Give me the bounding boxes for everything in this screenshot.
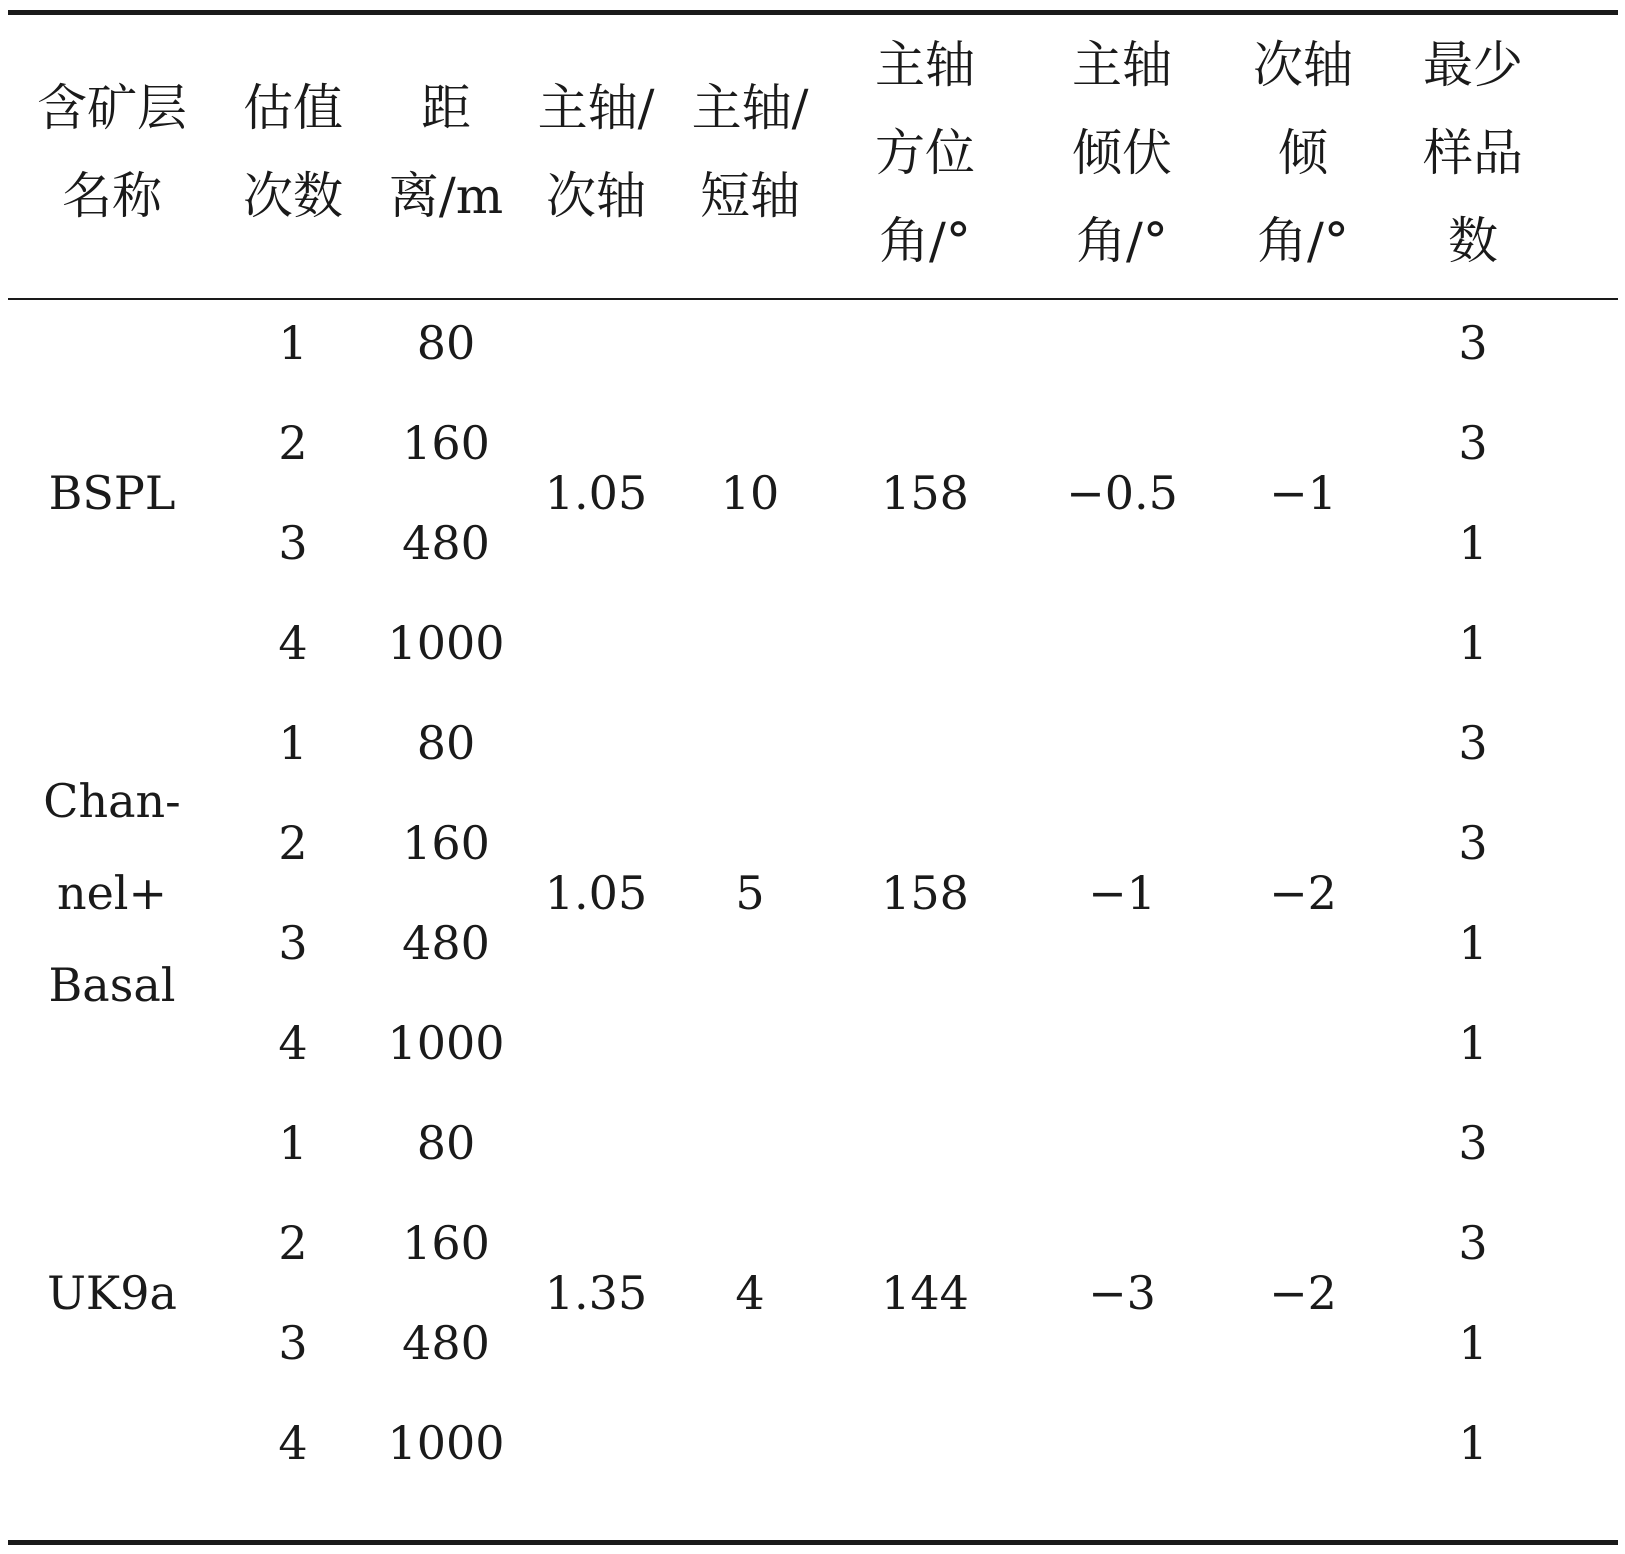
estimate-count: 4 [278, 1016, 308, 1070]
min-samples: 1 [1458, 1316, 1488, 1370]
layer-name: Chan- nel+ Basal [43, 774, 181, 1012]
estimate-count: 4 [278, 616, 308, 670]
distance: 80 [416, 1116, 476, 1170]
estimate-count: 4 [278, 1416, 308, 1470]
major-short-ratio: 10 [720, 466, 780, 520]
distance: 1000 [387, 1016, 505, 1070]
estimate-count: 3 [278, 1316, 308, 1370]
distance: 480 [402, 1316, 490, 1370]
table-header-rule [8, 298, 1618, 300]
major-azimuth: 158 [881, 866, 969, 920]
layer-name: BSPL [48, 466, 176, 520]
distance: 480 [402, 516, 490, 570]
min-samples: 1 [1458, 516, 1488, 570]
distance: 1000 [387, 616, 505, 670]
estimate-count: 1 [278, 316, 308, 370]
header-layer-name: 含矿层 名称 [37, 79, 187, 225]
header-major-plunge: 主轴 倾伏 角/° [1072, 36, 1172, 270]
distance: 1000 [387, 1416, 505, 1470]
header-major-minor: 主轴/ 次轴 [537, 79, 655, 225]
min-samples: 1 [1458, 1416, 1488, 1470]
layer-name: UK9a [47, 1266, 177, 1320]
min-samples: 3 [1458, 1216, 1488, 1270]
estimate-count: 3 [278, 516, 308, 570]
estimate-count: 1 [278, 716, 308, 770]
min-samples: 1 [1458, 1016, 1488, 1070]
distance: 480 [402, 916, 490, 970]
distance: 160 [402, 1216, 490, 1270]
min-samples: 3 [1458, 416, 1488, 470]
min-samples: 1 [1458, 916, 1488, 970]
header-estimate-count: 估值 次数 [243, 79, 343, 225]
estimate-count: 3 [278, 916, 308, 970]
major-azimuth: 144 [881, 1266, 969, 1320]
major-short-ratio: 5 [735, 866, 765, 920]
min-samples: 3 [1458, 816, 1488, 870]
header-distance: 距 离/m [388, 79, 504, 225]
header-minor-dip: 次轴 倾 角/° [1253, 36, 1353, 270]
estimate-count: 2 [278, 416, 308, 470]
table-bottom-rule [8, 1540, 1618, 1545]
major-plunge: −1 [1088, 866, 1156, 920]
distance: 160 [402, 416, 490, 470]
major-minor-ratio: 1.05 [544, 866, 648, 920]
min-samples: 3 [1458, 1116, 1488, 1170]
estimate-count: 2 [278, 1216, 308, 1270]
header-min-samples: 最少 样品 数 [1423, 36, 1523, 270]
major-plunge: −3 [1088, 1266, 1156, 1320]
min-samples: 3 [1458, 716, 1488, 770]
major-short-ratio: 4 [735, 1266, 765, 1320]
major-plunge: −0.5 [1066, 466, 1178, 520]
distance: 80 [416, 316, 476, 370]
major-azimuth: 158 [881, 466, 969, 520]
min-samples: 1 [1458, 616, 1488, 670]
major-minor-ratio: 1.35 [544, 1266, 648, 1320]
distance: 160 [402, 816, 490, 870]
header-major-short: 主轴/ 短轴 [691, 79, 809, 225]
table-top-rule [8, 10, 1618, 15]
minor-dip: −2 [1269, 866, 1337, 920]
distance: 80 [416, 716, 476, 770]
estimate-count: 1 [278, 1116, 308, 1170]
major-minor-ratio: 1.05 [544, 466, 648, 520]
parameter-table [8, 10, 1618, 1545]
minor-dip: −1 [1269, 466, 1337, 520]
estimate-count: 2 [278, 816, 308, 870]
header-major-azimuth: 主轴 方位 角/° [875, 36, 975, 270]
min-samples: 3 [1458, 316, 1488, 370]
minor-dip: −2 [1269, 1266, 1337, 1320]
